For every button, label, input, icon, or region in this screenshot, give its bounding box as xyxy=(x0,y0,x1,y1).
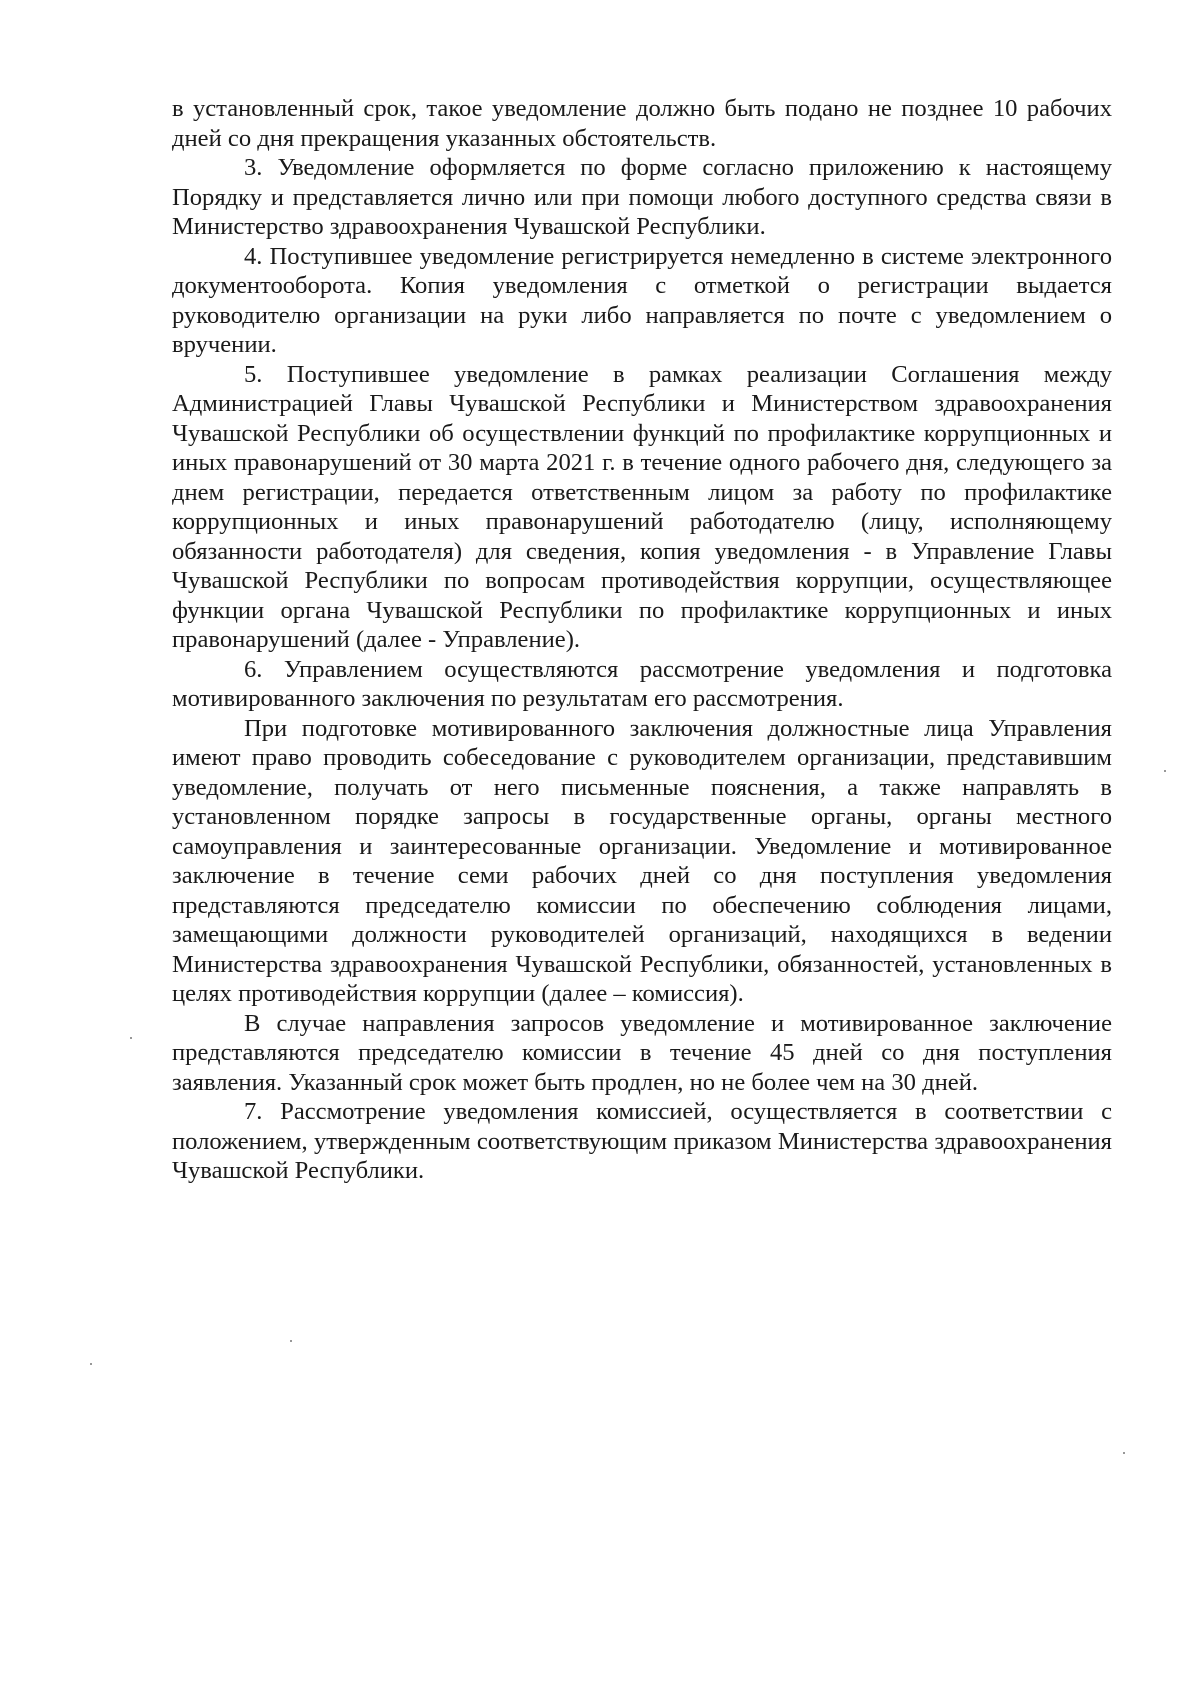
paragraph-item-6-details: При подготовке мотивированного заключения должностные лица Управления имеют право проводить собеседование с руководителем организации, представившим уведомление, получать от него письменные пояснения, а также направлять в установленном порядке запросы в государственные органы, органы местного самоуправления и заинтересованные организации. Уведомление и мотивированное заключение в течение семи рабочих дней со дня поступления уведомления представляются председателю комиссии по обеспечению соблюдения лицами, замещающими должности руководителей организаций, находящихся в ведении Министерства здравоохранения Чувашской Республики, обязанностей, установленных в целях противодействия коррупции (далее – комиссия). xyxy=(172,714,1112,1007)
paragraph-item-6: 6. Управлением осуществляются рассмотрение уведомления и подготовка мотивированного заключения по результатам его рассмотрения. xyxy=(172,655,1112,712)
scan-speck xyxy=(1164,770,1166,772)
paragraph-item-3: 3. Уведомление оформляется по форме согласно приложению к настоящему Порядку и представляется лично или при помощи любого доступного средства связи в Министерство здравоохранения Чувашской Республики. xyxy=(172,154,1112,240)
paragraph-item-5: 5. Поступившее уведомление в рамках реализации Соглашения между Администрацией Главы Чувашской Республики и Министерством здравоохранения Чувашской Республики об осуществлении функций по профилактике коррупционных и иных правонарушений от 30 марта 2021 г. в течение одного рабочего дня, следующего за днем регистрации, передается ответственным лицом за работу по профилактике коррупционных и иных правонарушений работодателю (лицу, исполняющему обязанности работодателя) для сведения, копия уведомления - в Управление Главы Чувашской Республики по вопросам противодействия коррупции, осуществляющее функции органа Чувашской Республики по профилактике коррупционных и иных правонарушений (далее - Управление). xyxy=(172,360,1112,653)
paragraph-item-6-requests: В случае направления запросов уведомление и мотивированное заключение представляются председателю комиссии в течение 45 дней со дня поступления заявления. Указанный срок может быть продлен, но не более чем на 30 дней. xyxy=(172,1009,1112,1096)
scan-speck xyxy=(290,1340,292,1342)
paragraph-item-7: 7. Рассмотрение уведомления комиссией, осуществляется в соответствии с положением, утвержденным соответствующим приказом Министерства здравоохранения Чувашской Республики. xyxy=(172,1098,1112,1184)
scan-speck xyxy=(1123,1452,1125,1454)
document-body xyxy=(172,94,1112,1186)
scan-speck xyxy=(130,1037,132,1039)
scan-speck xyxy=(90,1363,92,1365)
paragraph-item-4: 4. Поступившее уведомление регистрируется немедленно в системе электронного документооборота. Копия уведомления с отметкой о регистрации выдается руководителю организации на руки либо направляется по почте с уведомлением о вручении. xyxy=(172,242,1112,358)
paragraph-continuation: в установленный срок, такое уведомление должно быть подано не позднее 10 рабочих дней со дня прекращения указанных обстоятельств. xyxy=(172,95,1112,152)
